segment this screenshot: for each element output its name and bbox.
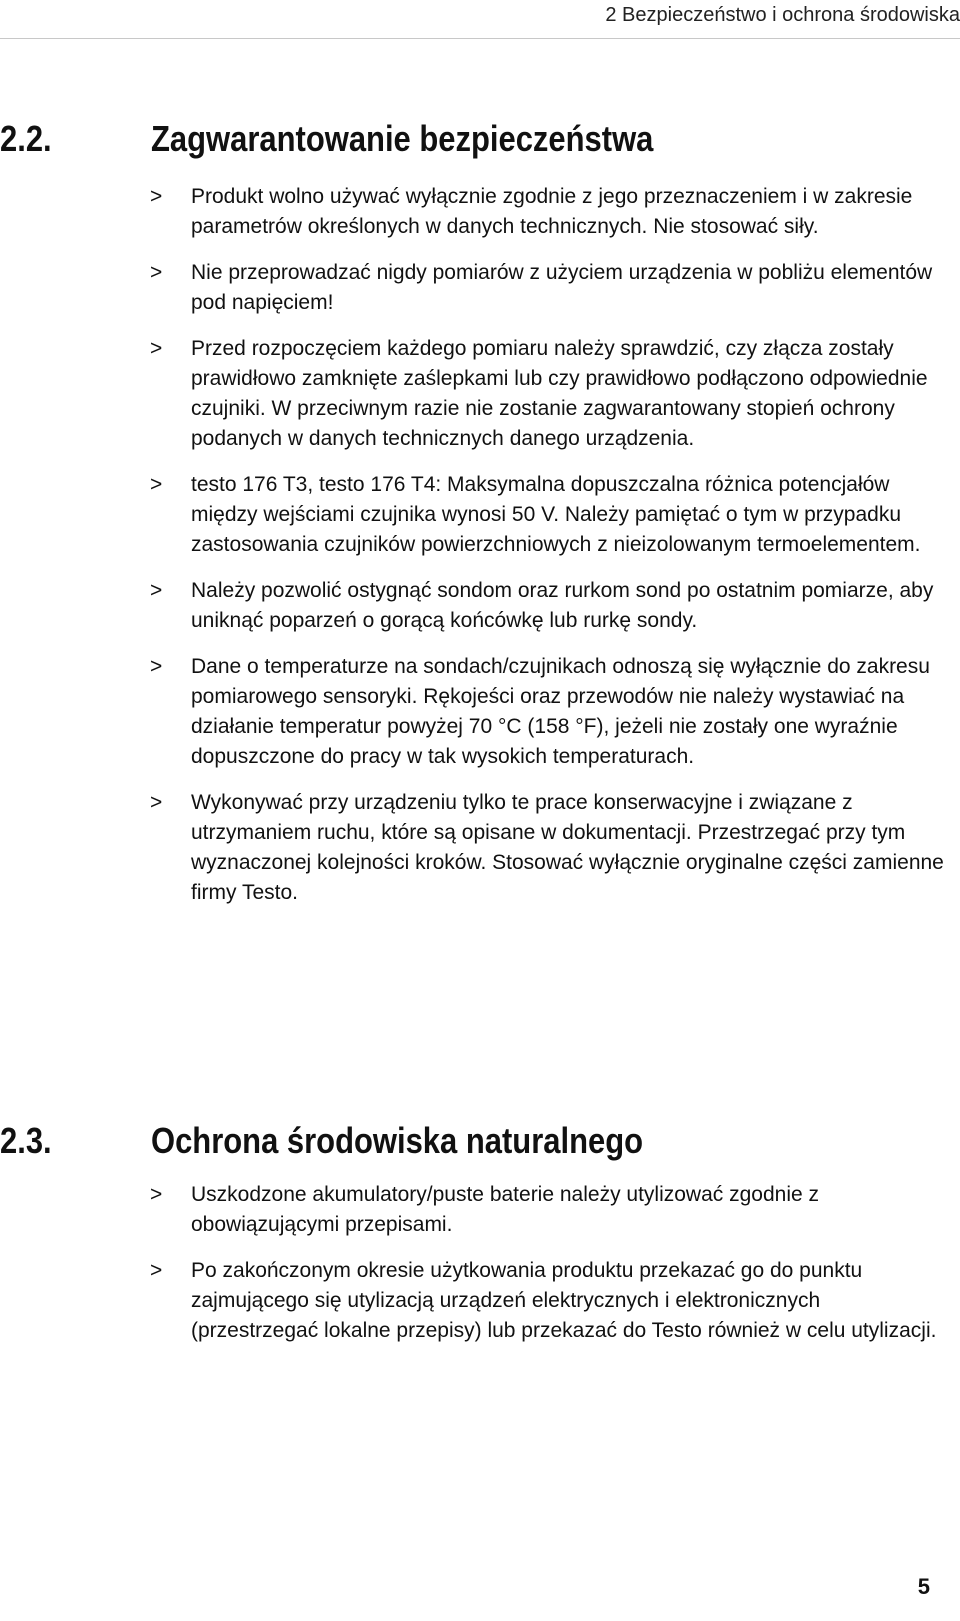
list-item [0, 652, 960, 772]
running-header [0, 0, 960, 39]
section-number: 2.3. [0, 1120, 52, 1161]
list-item [0, 576, 960, 636]
section-title: Ochrona środowiska naturalnego [151, 1120, 644, 1161]
list-item-text: Dane o temperaturze na sondach/czujnikach odnoszą się wyłącznie do zakresu pomiarowego sensoryki. Rękojeści oraz przewodów nie należy wystawiać na działanie temperatur powyżej 70 °C (158 °F), jeżeli nie zostały one wyraźnie dopuszczone do pracy w tak wysokich temperaturach. [191, 655, 930, 768]
bullet-marker: > [150, 1259, 163, 1282]
bullet-marker: > [150, 337, 163, 360]
bullet-list [0, 1180, 960, 1346]
bullet-marker: > [150, 261, 163, 284]
list-item-text: Po zakończonym okresie użytkowania produktu przekazać go do punktu zajmującego się utylizacją urządzeń elektrycznych i elektronicznych (przestrzegać lokalne przepisy) lub przekazać do Testo również w celu utylizacji. [191, 1259, 937, 1342]
page-number: 5 [917, 1574, 930, 1599]
list-item [0, 1256, 960, 1346]
section-number: 2.2. [0, 118, 52, 159]
list-item-text: Nie przeprowadzać nigdy pomiarów z użyciem urządzenia w pobliżu elementów pod napięciem! [191, 261, 933, 314]
bullet-marker: > [150, 1183, 163, 1206]
section-heading [0, 114, 960, 164]
section-heading [0, 1116, 960, 1166]
list-item [0, 258, 960, 318]
section-environment [0, 1116, 960, 1362]
bullet-marker: > [150, 185, 163, 208]
list-item-text: Przed rozpoczęciem każdego pomiaru należy sprawdzić, czy złącza zostały prawidłowo zamknięte zaślepkami lub czy prawidłowo podłączono odpowiednie czujniki. W przeciwnym razie nie zostanie zagwarantowany stopień ochrony podanych w danych technicznych danego urządzenia. [191, 337, 928, 450]
bullet-marker: > [150, 791, 163, 814]
list-item [0, 334, 960, 454]
list-item-text: testo 176 T3, testo 176 T4: Maksymalna dopuszczalna różnica potencjałów między wejściami czujnika wynosi 50 V. Należy pamiętać o tym w przypadku zastosowania czujników powierzchniowych z nieizolowanym termoelementem. [191, 473, 921, 556]
running-header-title: 2 Bezpieczeństwo i ochrona środowiska [605, 4, 960, 26]
section-safety [0, 114, 960, 924]
list-item-text: Uszkodzone akumulatory/puste baterie należy utylizować zgodnie z obowiązującymi przepisami. [191, 1183, 820, 1236]
list-item [0, 1180, 960, 1240]
list-item-text: Wykonywać przy urządzeniu tylko te prace konserwacyjne i związane z utrzymaniem ruchu, które są opisane w dokumentacji. Przestrzegać przy tym wyznaczonej kolejności kroków. Stosować wyłącznie oryginalne części zamienne firmy Testo. [191, 791, 944, 904]
list-item-text: Produkt wolno używać wyłącznie zgodnie z jego przeznaczeniem i w zakresie parametrów określonych w danych technicznych. Nie stosować siły. [191, 185, 913, 238]
list-item [0, 182, 960, 242]
bullet-marker: > [150, 473, 163, 496]
bullet-marker: > [150, 655, 163, 678]
list-item-text: Należy pozwolić ostygnąć sondom oraz rurkom sond po ostatnim pomiarze, aby uniknąć poparzeń o gorącą końcówkę lub rurkę sondy. [191, 579, 934, 632]
section-title: Zagwarantowanie bezpieczeństwa [151, 118, 654, 159]
list-item [0, 470, 960, 560]
bullet-list [0, 182, 960, 908]
bullet-marker: > [150, 579, 163, 602]
list-item [0, 788, 960, 908]
